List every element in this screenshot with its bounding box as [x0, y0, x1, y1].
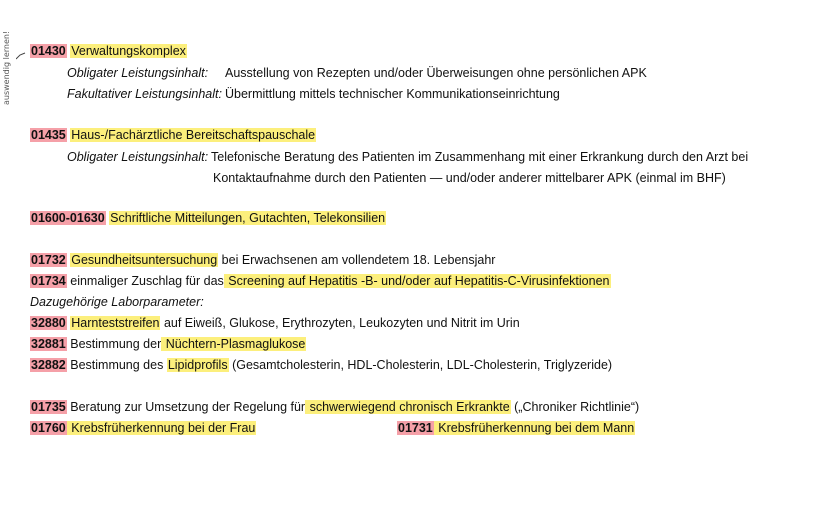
title-01732: Gesundheitsuntersuchung	[71, 253, 218, 267]
entry-01600-01630	[30, 210, 386, 226]
obligatory-text: Ausstellung von Rezepten und/oder Überweisungen ohne persönlichen APK	[225, 66, 647, 80]
pointer-mark-icon	[16, 52, 26, 60]
optional-text: Übermittlung mittels technischer Kommunikationseinrichtung	[225, 87, 560, 101]
title-01435: Haus-/Fachärztliche Bereitschaftspauschale	[71, 128, 316, 142]
entry-01430	[30, 43, 187, 59]
obligatory-01435	[67, 149, 748, 165]
code-01430: 01430	[31, 44, 66, 58]
entry-01731	[397, 420, 635, 436]
title-01760: Krebsfrüherkennung bei der Frau	[67, 421, 256, 435]
entry-01732	[30, 252, 495, 268]
optional-01430	[67, 86, 560, 102]
text-01735: Beratung zur Umsetzung der Regelung für	[66, 400, 306, 414]
code-01731: 01731	[398, 421, 433, 435]
entry-01735	[30, 399, 639, 415]
title-32882: Lipidprofils	[167, 358, 228, 372]
text-32881: Bestimmung der	[66, 337, 162, 351]
entry-32880	[30, 315, 520, 331]
entry-01435	[30, 127, 316, 143]
obligatory-01435-cont	[213, 170, 726, 186]
entry-32881	[30, 336, 306, 352]
code-32881: 32881	[31, 337, 66, 351]
title-01430: Verwaltungskomplex	[71, 44, 186, 58]
text-01732: bei Erwachsenen am vollendetem 18. Lebensjahr	[218, 253, 496, 267]
obligatory-label: Obligater Leistungsinhalt:	[67, 66, 209, 80]
code-01732: 01732	[31, 253, 66, 267]
obligatory-text-2: Kontaktaufnahme durch den Patienten — und/oder anderer mittelbarer APK (einmal im BHF)	[213, 171, 726, 185]
entry-32882	[30, 357, 612, 373]
code-01435: 01435	[31, 128, 66, 142]
code-01735: 01735	[31, 400, 66, 414]
optional-label: Fakultativer Leistungsinhalt:	[67, 87, 222, 101]
lab-parameters-heading: Dazugehörige Laborparameter:	[30, 295, 204, 309]
obligatory-label: Obligater Leistungsinhalt:	[67, 150, 209, 164]
text-32882: Bestimmung des	[66, 358, 164, 372]
text-32882-rest: (Gesamtcholesterin, HDL-Cholesterin, LDL-Cholesterin, Triglyzeride)	[228, 358, 613, 372]
side-note: auswendig lernen!	[2, 30, 11, 105]
title-32881: Nüchtern-Plasmaglukose	[162, 337, 306, 351]
entry-01760	[30, 420, 256, 436]
code-01600-01630: 01600-01630	[31, 211, 105, 225]
code-32880: 32880	[31, 316, 66, 330]
code-01734: 01734	[31, 274, 66, 288]
title-01735: schwerwiegend chronisch Erkrankte	[306, 400, 510, 414]
title-01731: Krebsfrüherkennung bei dem Mann	[434, 421, 635, 435]
obligatory-01430	[67, 65, 647, 81]
title-01600-01630: Schriftliche Mitteilungen, Gutachten, Telekonsilien	[110, 211, 386, 225]
text-01734: einmaliger Zuschlag für das	[66, 274, 224, 288]
title-32880: Harnteststreifen	[71, 316, 160, 330]
text-32880: auf Eiweiß, Glukose, Erythrozyten, Leukozyten und Nitrit im Urin	[160, 316, 520, 330]
entry-01734	[30, 273, 611, 289]
code-01760: 01760	[31, 421, 66, 435]
code-32882: 32882	[31, 358, 66, 372]
obligatory-text-1: Telefonische Beratung des Patienten im Zusammenhang mit einer Erkrankung durch den Arzt bei	[211, 150, 749, 164]
title-01734: Screening auf Hepatitis -B- und/oder auf Hepatitis-C-Virusinfektionen	[224, 274, 610, 288]
text-01735-rest: („Chroniker Richtlinie“)	[510, 400, 640, 414]
